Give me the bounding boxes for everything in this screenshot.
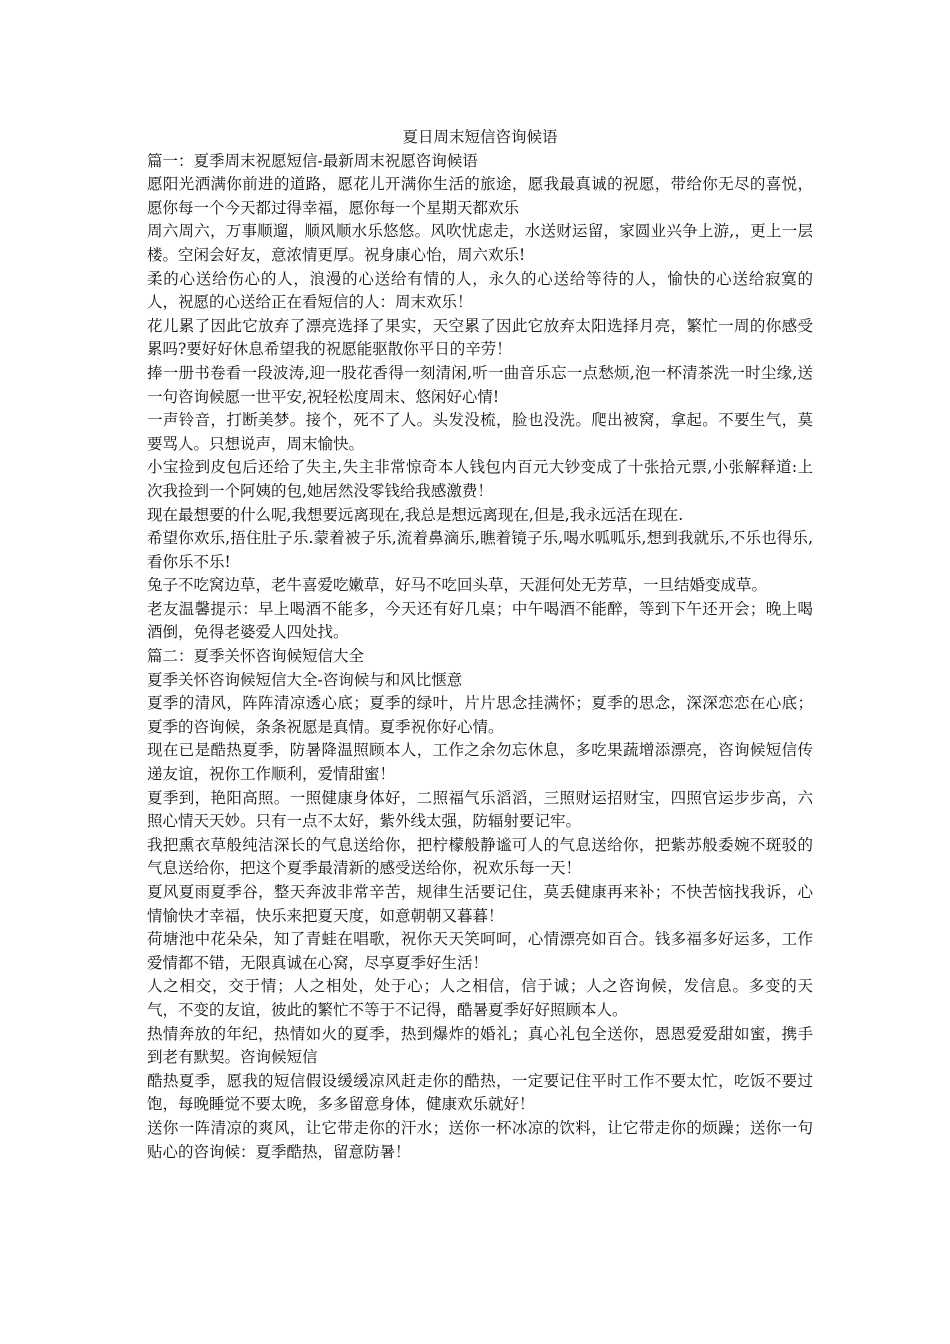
paragraph: 周六周六，万事顺遛，顺风顺水乐悠悠。风吹忧虑走，水送财运留，家圆业兴争上游,，更上一层楼。空闲会好友，意浓情更厚。祝身康心怡，周六欢乐! bbox=[147, 222, 813, 264]
paragraph: 现在最想要的什么呢,我想要远离现在,我总是想远离现在,但是,我永远活在现在. bbox=[147, 505, 684, 524]
document-title: 夏日周末短信咨询候语 bbox=[402, 128, 558, 146]
document-page bbox=[147, 126, 813, 1164]
paragraph: 夏季的清风，阵阵清凉透心底；夏季的绿叶，片片思念挂满怀；夏季的思念，深深恋恋在心底；夏季的咨询候，条条祝愿是真情。夏季祝你好心情。 bbox=[147, 694, 813, 736]
paragraph: 酷热夏季，愿我的短信假设缓缓凉风赶走你的酷热，一定要记住平时工作不要太忙，吃饭不要过饱，每晚睡觉不要太晚，多多留意身体，健康欢乐就好！ bbox=[147, 1071, 813, 1114]
paragraph: 柔的心送给伤心的人，浪漫的心送给有情的人，永久的心送给等待的人，愉快的心送给寂寞的人，祝愿的心送给正在看短信的人：周末欢乐！ bbox=[147, 269, 813, 312]
paragraph: 现在已是酷热夏季，防暑降温照顾本人，工作之余勿忘休息，多吃果蔬增添漂亮，咨询候短信传递友谊，祝你工作顺利，爱情甜蜜！ bbox=[147, 741, 813, 784]
paragraph: 捧一册书卷看一段波涛,迎一股花香得一刻清闲,听一曲音乐忘一点愁烦,泡一杯清茶洗一时尘缘,送一句咨询候愿一世平安,祝轻松度周末、悠闲好心情! bbox=[147, 363, 813, 406]
paragraph: 老友温馨提示：早上喝酒不能多，今天还有好几桌；中午喝酒不能醉，等到下午还开会；晚上喝酒倒，免得老婆爱人四处找。 bbox=[147, 599, 813, 642]
paragraph: 我把熏衣草般纯洁深长的气息送给你，把柠檬般静谧可人的气息送给你，把紫苏般委婉不斑驳的气息送给你，把这个夏季最清新的感受送给你，祝欢乐每一天！ bbox=[147, 835, 813, 878]
paragraph: 人之相交，交于情；人之相处，处于心；人之相信，信于诚；人之咨询候，发信息。多变的天气，不变的友谊，彼此的繁忙不等于不记得，酷暑夏季好好照顾本人。 bbox=[147, 977, 813, 1019]
paragraph: 热情奔放的年纪，热情如火的夏季，热到爆炸的婚礼；真心礼包全送你，恩恩爱爱甜如蜜，携手到老有默契。咨询候短信 bbox=[147, 1024, 813, 1067]
paragraph: 荷塘池中花朵朵，知了青蛙在唱歌，祝你天天笑呵呵，心情漂亮如百合。钱多福多好运多，工作爱情都不错，无限真诚在心窝，尽享夏季好生活！ bbox=[147, 930, 813, 972]
section-heading: 篇一：夏季周末祝愿短信-最新周末祝愿咨询候语 bbox=[147, 151, 478, 170]
paragraph: 花儿累了因此它放弃了漂亮选择了果实，天空累了因此它放弃太阳选择月亮，繁忙一周的你感受累吗?要好好休息希望我的祝愿能驱散你平日的辛劳！ bbox=[147, 316, 813, 359]
sub-heading: 夏季关怀咨询候短信大全-咨询候与和风比惬意 bbox=[147, 670, 463, 689]
paragraph: 一声铃音，打断美梦。接个，死不了人。头发没梳，脸也没洗。爬出被窝，拿起。不要生气，莫要骂人。只想说声，周末愉快。 bbox=[147, 411, 813, 453]
paragraph: 兔子不吃窝边草，老牛喜爱吃嫩草，好马不吃回头草，天涯何处无芳草，一旦结婚变成草。 bbox=[147, 576, 768, 595]
paragraph: 夏季到，艳阳高照。一照健康身体好，二照福气乐滔滔，三照财运招财宝，四照官运步步高，六照心情天天妙。只有一点不太好，紫外线太强，防辐射要记牢。 bbox=[147, 788, 813, 831]
paragraph: 愿阳光洒满你前进的道路，愿花儿开满你生活的旅途，愿我最真诚的祝愿，带给你无尽的喜悦，愿你每一个今天都过得幸福，愿你每一个星期天都欢乐 bbox=[147, 175, 813, 217]
paragraph: 夏风夏雨夏季谷，整天奔波非常辛苦，规律生活要记住，莫丢健康再来补；不快苦恼找我诉，心情愉快才幸福，快乐来把夏天度，如意朝朝又暮暮！ bbox=[147, 883, 813, 925]
section-heading: 篇二：夏季关怀咨询候短信大全 bbox=[147, 647, 365, 666]
paragraph: 送你一阵清凉的爽风，让它带走你的汗水；送你一杯冰凉的饮料，让它带走你的烦躁；送你一句贴心的咨询候：夏季酷热，留意防暑！ bbox=[147, 1118, 813, 1161]
paragraph: 希望你欢乐,捂住肚子乐.蒙着被子乐,流着鼻滴乐,瞧着镜子乐,喝水呱呱乐,想到我就乐,不乐也得乐,看你乐不乐! bbox=[147, 529, 813, 571]
paragraph: 小宝捡到皮包后还给了失主,失主非常惊奇本人钱包内百元大钞变成了十张拾元票,小张解释道:上次我捡到一个阿姨的包,她居然没零钱给我感激费！ bbox=[147, 458, 813, 500]
